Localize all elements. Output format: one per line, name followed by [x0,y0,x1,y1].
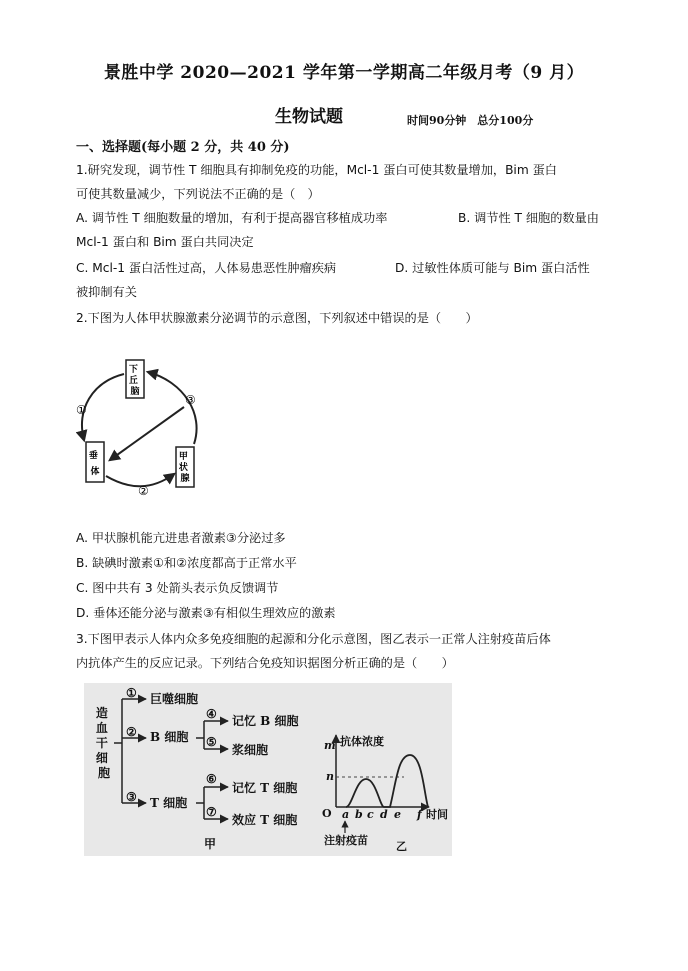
thyroid-regulation-diagram [72,352,217,500]
memory-b-label: 记忆 B 细胞 [232,714,299,728]
antibody-curve [346,755,428,807]
q1-option-d: D. 过敏性体质可能与 Bim 蛋白活性 [395,261,590,275]
q3-figure [84,683,452,856]
b-cell-label: B 细胞 [150,730,189,744]
arrow-thyroid-to-pituitary [110,407,184,460]
svg-text:下 丘 脑 [129,363,141,397]
q2-option-c: C. 图中共有 3 处箭头表示负反馈调节 [76,581,279,595]
q3-stem-line2: 内抗体产生的反应记录。下列结合免疫知识据图分析正确的是（ ） [76,656,454,670]
q3-figure-svg [84,683,452,856]
hypothalamus-char1: 下 [128,365,138,375]
time-info: 时间90分钟 总分100分 [407,114,534,127]
jia-num-4: ④ [206,707,217,721]
q1-option-b-cont: Mcl-1 蛋白和 Bim 蛋白共同决定 [76,235,254,249]
jia-num-7: ⑦ [206,805,217,819]
yi-tick-e: e [394,808,401,821]
label-1: ① [76,403,87,417]
yi-xlabel: 时间 [426,808,448,821]
t-cell-label: T 细胞 [150,796,188,810]
yi-tick-d: d [380,808,388,821]
label-2: ② [138,484,149,498]
svg-text:甲 状 腺 [179,451,191,484]
hypothalamus-char3: 脑 [130,387,140,397]
q1-option-d-cont: 被抑制有关 [76,285,137,299]
q2-option-d: D. 垂体还能分泌与激素③有相似生理效应的激素 [76,606,336,620]
yi-annotation: 注射疫苗 [324,834,368,847]
jia-num-6: ⑥ [206,772,217,786]
yi-tick-a: a [342,808,350,821]
q1-option-a: A. 调节性 T 细胞数量的增加，有利于提高器官移植成功率 [76,211,388,225]
yi-tick-m: m [324,739,336,752]
pituitary-char1: 垂 [88,451,98,461]
jia-num-2: ② [126,725,137,739]
yi-tick-c: c [367,808,374,821]
macrophage-label: 巨噬细胞 [150,692,199,706]
stem-cell-label: 造 血 干 细 胞 [95,706,111,780]
hypothalamus-char2: 丘 [128,376,138,386]
yi-tick-b: b [355,808,363,821]
thyroid-char2: 状 [178,463,188,473]
figure-yi-caption: 乙 [396,840,407,853]
jia-num-1: ① [126,686,137,700]
yi-origin: O [322,807,332,820]
q1-stem-line1: 1.研究发现，调节性 T 细胞具有抑制免疫的功能，Mcl-1 蛋白可使其数量增加，Bim 蛋白 [76,163,557,177]
plasma-cell-label: 浆细胞 [232,743,269,757]
yi-tick-n: n [326,770,334,783]
pituitary-char2: 体 [90,467,100,477]
jia-num-5: ⑤ [206,735,217,749]
jia-num-3: ③ [126,790,137,804]
q1-option-c: C. Mcl-1 蛋白活性过高，人体易患恶性肿瘤疾病 [76,261,337,275]
q1-stem-line2: 可使其数量减少，下列说法不正确的是（ ） [76,187,320,201]
exam-title: 景胜中学 2020—2021 学年第一学期高二年级月考（9 月） [103,63,585,83]
exam-subtitle: 生物试题 [275,107,343,127]
yi-tick-f: f [417,808,422,821]
q2-option-a: A. 甲状腺机能亢进患者激素③分泌过多 [76,531,286,545]
q3-stem-line1: 3.下图甲表示人体内众多免疫细胞的起源和分化示意图，图乙表示一正常人注射疫苗后体 [76,632,551,646]
yi-ylabel: 抗体浓度 [340,735,384,748]
q2-option-b: B. 缺碘时激素①和②浓度都高于正常水平 [76,556,297,570]
arrow-thyroid-to-hypothalamus [148,372,197,444]
q1-option-b: B. 调节性 T 细胞的数量由 [458,211,599,225]
thyroid-char1: 甲 [178,452,188,462]
label-3: ③ [185,393,196,407]
effector-t-label: 效应 T 细胞 [232,813,298,827]
section-title: 一、选择题(每小题 2 分，共 40 分) [76,140,290,155]
arrow-hypothalamus-to-pituitary [82,374,124,440]
figure-jia-caption: 甲 [204,837,217,851]
thyroid-char3: 腺 [180,474,190,484]
memory-t-label: 记忆 T 细胞 [232,781,298,795]
q2-stem: 2.下图为人体甲状腺激素分泌调节的示意图，下列叙述中错误的是（ ） [76,311,478,325]
